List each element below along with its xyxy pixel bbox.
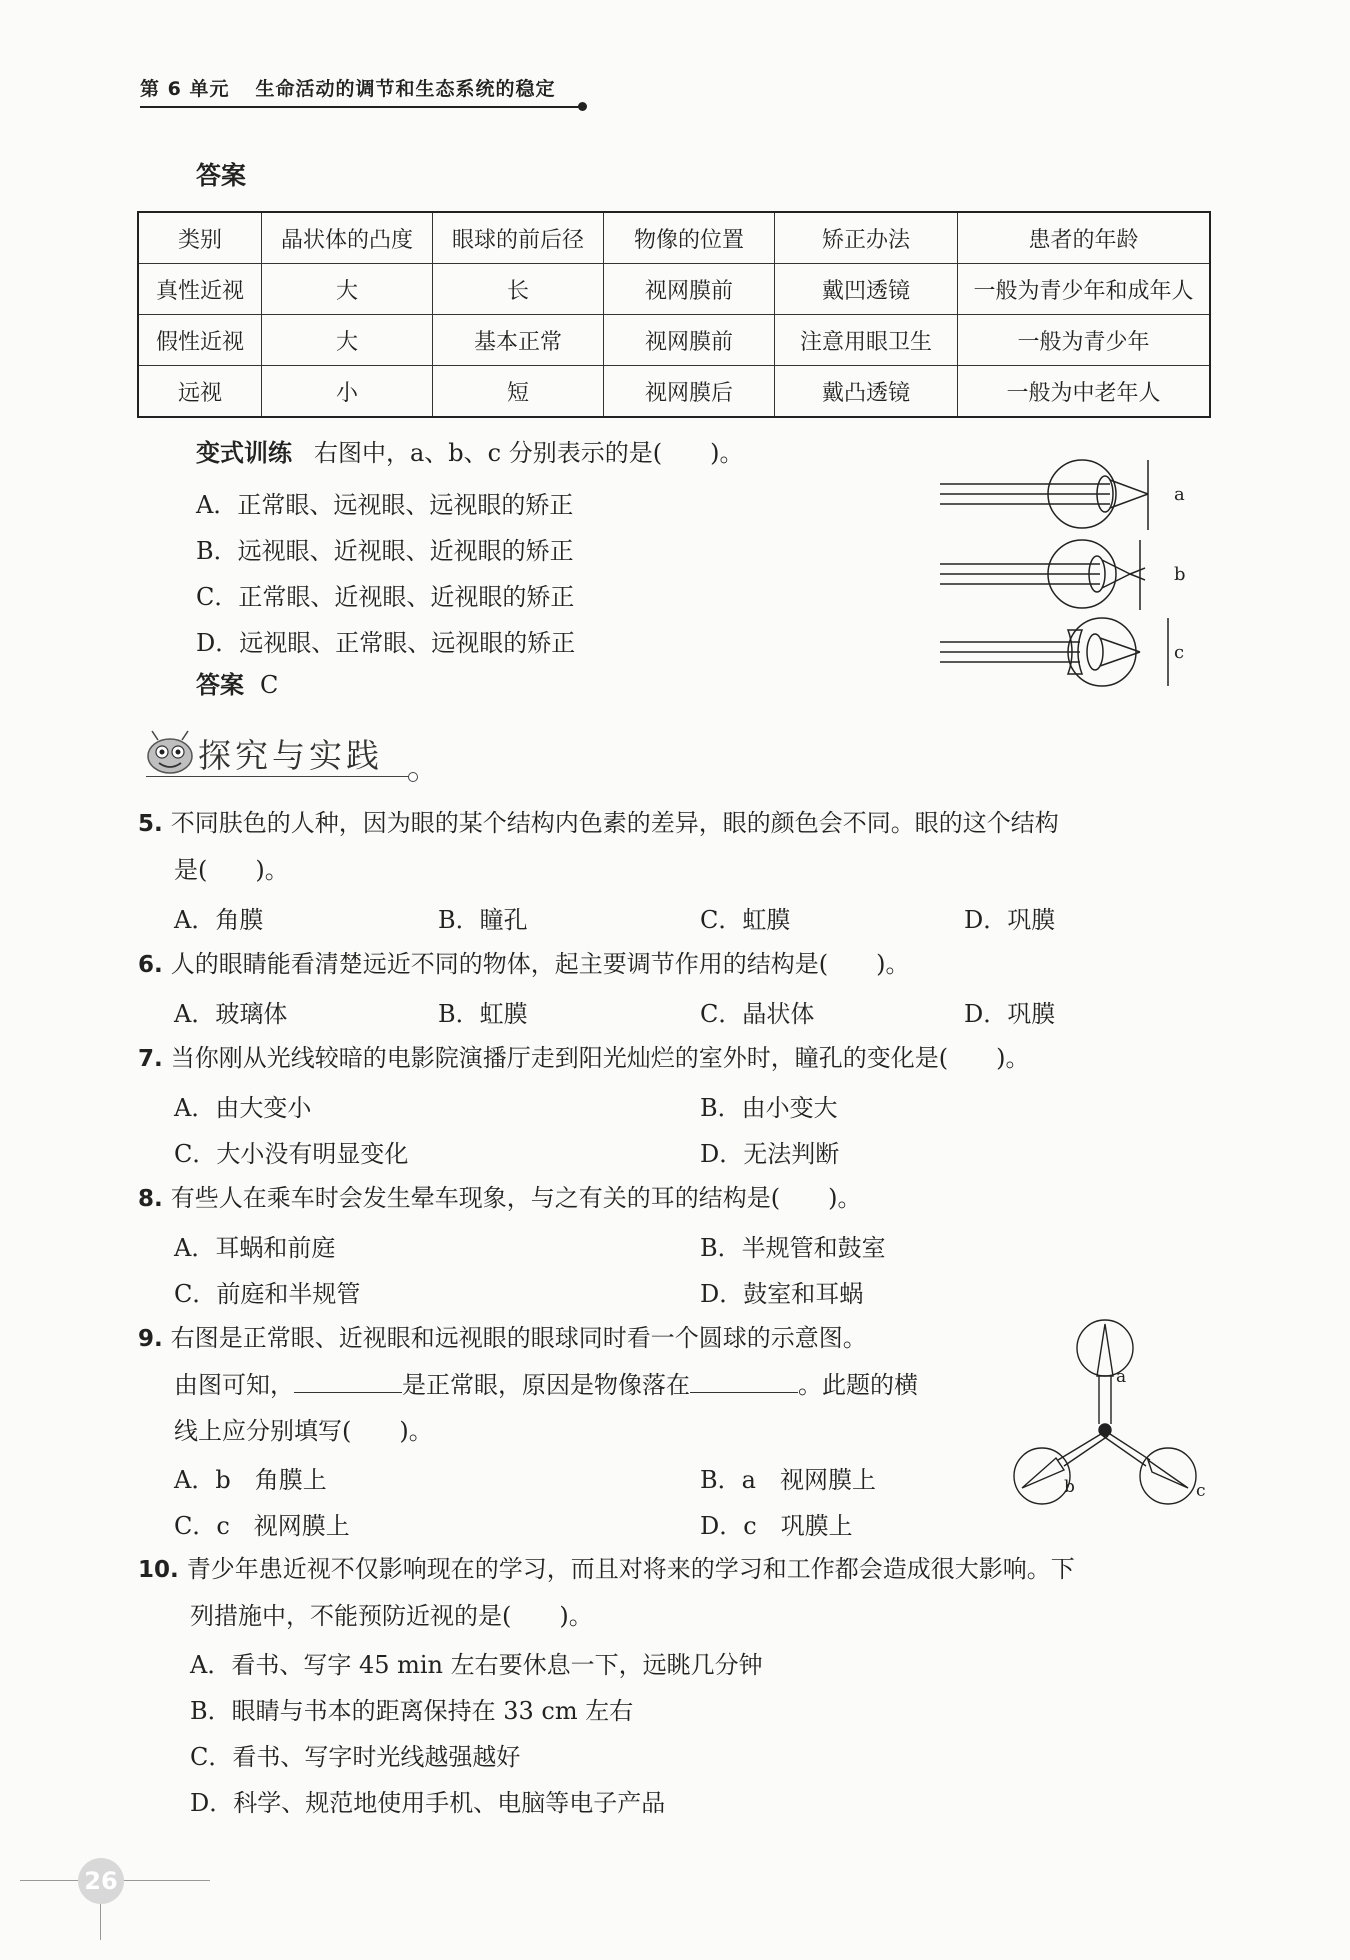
q5-option-a: A．角膜 bbox=[174, 906, 264, 934]
table-cell: 大 bbox=[262, 315, 433, 366]
section-rule bbox=[146, 776, 410, 777]
question-10-line2: 列措施中，不能预防近视的是( )。 bbox=[190, 1602, 593, 1630]
table-cell: 戴凸透镜 bbox=[775, 366, 958, 418]
question-text: 青少年患近视不仅影响现在的学习，而且对将来的学习和工作都会造成很大影响。下 bbox=[186, 1555, 1075, 1583]
table-cell: 远视 bbox=[138, 366, 262, 418]
table-cell: 一般为中老年人 bbox=[958, 366, 1211, 418]
question-5-line2: 是( )。 bbox=[174, 856, 289, 884]
q8-option-d: D．鼓室和耳蜗 bbox=[700, 1280, 864, 1308]
mascot-icon bbox=[144, 728, 196, 776]
q9-blank-2 bbox=[690, 1370, 798, 1393]
question-number: 10. bbox=[138, 1557, 179, 1583]
question-10 bbox=[138, 1552, 1075, 1587]
q5-option-b: B．瞳孔 bbox=[438, 906, 528, 934]
question-6 bbox=[138, 947, 909, 982]
table-row bbox=[138, 315, 1210, 366]
section-title: 探究与实践 bbox=[198, 736, 383, 775]
eye-comparison-table bbox=[137, 211, 1211, 418]
table-header-cell: 物像的位置 bbox=[604, 212, 775, 264]
q9-figure-label-a: a bbox=[1116, 1367, 1127, 1387]
table-header-cell: 患者的年龄 bbox=[958, 212, 1211, 264]
q9-figure-label-b: b bbox=[1064, 1477, 1075, 1497]
question-number: 7. bbox=[138, 1046, 163, 1072]
question-number: 5. bbox=[138, 811, 163, 837]
question-number: 9. bbox=[138, 1326, 163, 1352]
table-header-cell: 类别 bbox=[138, 212, 262, 264]
q8-option-a: A．耳蜗和前庭 bbox=[174, 1234, 336, 1262]
q7-option-a: A．由大变小 bbox=[174, 1094, 312, 1122]
figure-label-b: b bbox=[1174, 564, 1186, 585]
variant-question bbox=[196, 436, 743, 470]
variant-answer bbox=[196, 668, 278, 702]
q8-option-c: C．前庭和半规管 bbox=[174, 1280, 361, 1308]
question-9 bbox=[138, 1321, 867, 1356]
question-8 bbox=[138, 1181, 861, 1216]
q6-option-c: C．晶状体 bbox=[700, 1000, 815, 1028]
variant-option-d: D．远视眼、正常眼、远视眼的矫正 bbox=[196, 629, 576, 657]
table-row bbox=[138, 366, 1210, 418]
q10-option-d: D．科学、规范地使用手机、电脑等电子产品 bbox=[190, 1789, 666, 1817]
question-number: 8. bbox=[138, 1186, 163, 1212]
table-cell: 视网膜前 bbox=[604, 264, 775, 315]
q9-option-d: D．c 巩膜上 bbox=[700, 1512, 853, 1540]
question-text: 有些人在乘车时会发生晕车现象，与之有关的耳的结构是( )。 bbox=[170, 1184, 862, 1212]
q9-option-a: A．b 角膜上 bbox=[174, 1466, 327, 1494]
q9-text-part2: 是正常眼，原因是物像落在 bbox=[402, 1371, 690, 1399]
q7-option-d: D．无法判断 bbox=[700, 1140, 840, 1168]
q6-option-a: A．玻璃体 bbox=[174, 1000, 288, 1028]
table-cell: 视网膜前 bbox=[604, 315, 775, 366]
question-9-line3: 线上应分别填写( )。 bbox=[174, 1417, 433, 1445]
q10-option-c: C．看书、写字时光线越强越好 bbox=[190, 1743, 521, 1771]
eye-lens-figure bbox=[930, 450, 1190, 700]
q5-option-d: D．巩膜 bbox=[964, 906, 1056, 934]
variant-option-c: C．正常眼、近视眼、近视眼的矫正 bbox=[196, 583, 575, 611]
q7-option-b: B．由小变大 bbox=[700, 1094, 838, 1122]
table-cell: 短 bbox=[433, 366, 604, 418]
variant-option-b: B．远视眼、近视眼、近视眼的矫正 bbox=[196, 537, 574, 565]
answer-label: 答案 bbox=[196, 161, 247, 190]
q9-figure-label-c: c bbox=[1196, 1481, 1206, 1501]
table-header-cell: 眼球的前后径 bbox=[433, 212, 604, 264]
q9-text-part3: 。此题的横 bbox=[798, 1371, 918, 1399]
question-7 bbox=[138, 1041, 1029, 1076]
question-text: 人的眼睛能看清楚远近不同的物体，起主要调节作用的结构是( )。 bbox=[170, 950, 910, 978]
figure-label-a: a bbox=[1174, 484, 1185, 505]
question-text: 当你刚从光线较暗的电影院演播厅走到阳光灿烂的室外时，瞳孔的变化是( )。 bbox=[170, 1044, 1030, 1072]
table-header-row bbox=[138, 212, 1210, 264]
variant-answer-label: 答案 bbox=[196, 671, 244, 699]
table-header-cell: 晶状体的凸度 bbox=[262, 212, 433, 264]
header-rule bbox=[140, 106, 582, 108]
question-5 bbox=[138, 806, 1059, 841]
table-cell: 一般为青少年 bbox=[958, 315, 1211, 366]
variant-option-a: A．正常眼、远视眼、远视眼的矫正 bbox=[196, 491, 574, 519]
header-rule-dot bbox=[578, 102, 587, 111]
q10-option-a: A．看书、写字 45 min 左右要休息一下，远眺几分钟 bbox=[190, 1651, 763, 1679]
question-number: 6. bbox=[138, 952, 163, 978]
table-cell: 戴凹透镜 bbox=[775, 264, 958, 315]
table-row bbox=[138, 264, 1210, 315]
table-header-cell: 矫正办法 bbox=[775, 212, 958, 264]
q9-text-part1: 由图可知， bbox=[174, 1371, 294, 1399]
q5-option-c: C．虹膜 bbox=[700, 906, 791, 934]
q9-blank-1 bbox=[294, 1370, 402, 1393]
q10-option-b: B．眼睛与书本的距离保持在 33 cm 左右 bbox=[190, 1697, 634, 1725]
question-9-line2 bbox=[174, 1368, 918, 1402]
page-number: 26 bbox=[78, 1858, 124, 1904]
q6-option-b: B．虹膜 bbox=[438, 1000, 528, 1028]
page-header bbox=[140, 74, 555, 101]
table-cell: 小 bbox=[262, 366, 433, 418]
q6-option-d: D．巩膜 bbox=[964, 1000, 1056, 1028]
q7-option-c: C．大小没有明显变化 bbox=[174, 1140, 409, 1168]
q9-option-b: B．a 视网膜上 bbox=[700, 1466, 876, 1494]
variant-answer-value: C bbox=[260, 671, 279, 699]
unit-number: 第 6 单元 bbox=[140, 78, 230, 100]
table-cell: 注意用眼卫生 bbox=[775, 315, 958, 366]
question-text: 不同肤色的人种，因为眼的某个结构内色素的差异，眼的颜色会不同。眼的这个结构 bbox=[170, 809, 1059, 837]
section-rule-dot bbox=[408, 772, 418, 782]
q9-option-c: C．c 视网膜上 bbox=[174, 1512, 350, 1540]
figure-label-c: c bbox=[1174, 642, 1185, 663]
table-cell: 一般为青少年和成年人 bbox=[958, 264, 1211, 315]
table-cell: 假性近视 bbox=[138, 315, 262, 366]
table-cell: 视网膜后 bbox=[604, 366, 775, 418]
three-eyes-figure bbox=[1000, 1316, 1220, 1506]
table-cell: 大 bbox=[262, 264, 433, 315]
unit-title: 生命活动的调节和生态系统的稳定 bbox=[255, 78, 556, 100]
variant-label: 变式训练 bbox=[196, 439, 292, 467]
q8-option-b: B．半规管和鼓室 bbox=[700, 1234, 886, 1262]
question-text: 右图是正常眼、近视眼和远视眼的眼球同时看一个圆球的示意图。 bbox=[170, 1324, 867, 1352]
table-cell: 长 bbox=[433, 264, 604, 315]
variant-stem: 右图中，a、b、c 分别表示的是( )。 bbox=[314, 439, 744, 467]
table-cell: 真性近视 bbox=[138, 264, 262, 315]
table-cell: 基本正常 bbox=[433, 315, 604, 366]
